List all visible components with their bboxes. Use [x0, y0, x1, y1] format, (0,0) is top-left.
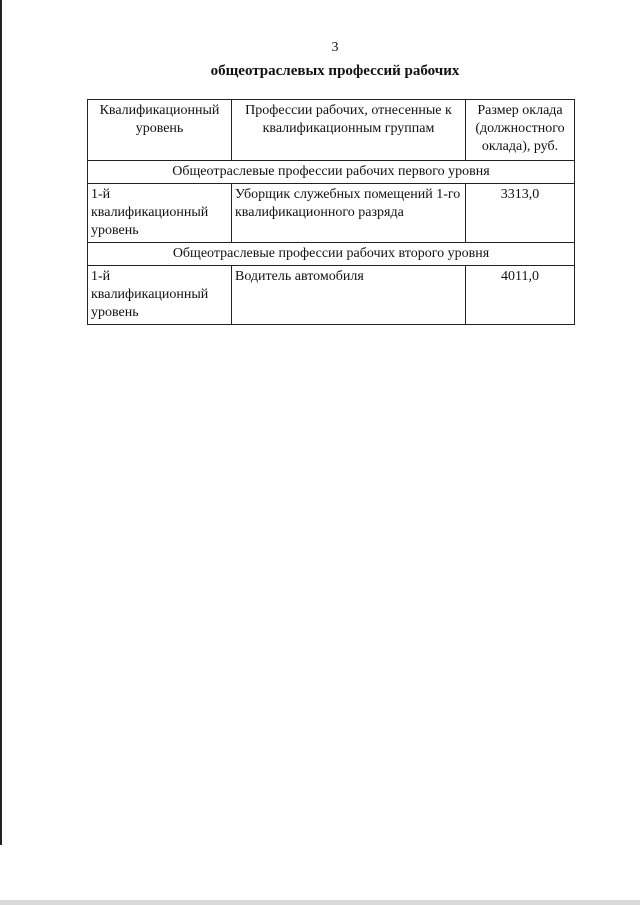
header-professions: Профессии рабочих, отнесенные к квалификационным группам [232, 100, 466, 161]
group-row-second-level [88, 243, 575, 266]
group-row-first-level [88, 161, 575, 184]
cell-level: 1-й квалификационный уровень [88, 184, 232, 243]
table-row [88, 266, 575, 325]
cell-profession: Водитель автомобиля [232, 266, 466, 325]
scan-edge-left [0, 0, 2, 845]
cell-profession: Уборщик служебных помещений 1-го квалификационного разряда [232, 184, 466, 243]
header-salary: Размер оклада (должностного оклада), руб. [466, 100, 575, 161]
group-title: Общеотраслевые профессии рабочих первого уровня [88, 161, 575, 184]
table-row [88, 184, 575, 243]
scan-edge-bottom [0, 900, 640, 905]
salary-table [87, 99, 575, 325]
group-title: Общеотраслевые профессии рабочих второго уровня [88, 243, 575, 266]
cell-salary: 3313,0 [466, 184, 575, 243]
document-title: общеотраслевых профессий рабочих [210, 63, 460, 79]
table-header-row [88, 100, 575, 161]
cell-level: 1-й квалификационный уровень [88, 266, 232, 325]
header-level: Квалификационный уровень [88, 100, 232, 161]
page-number: 3 [331, 40, 339, 55]
cell-salary: 4011,0 [466, 266, 575, 325]
